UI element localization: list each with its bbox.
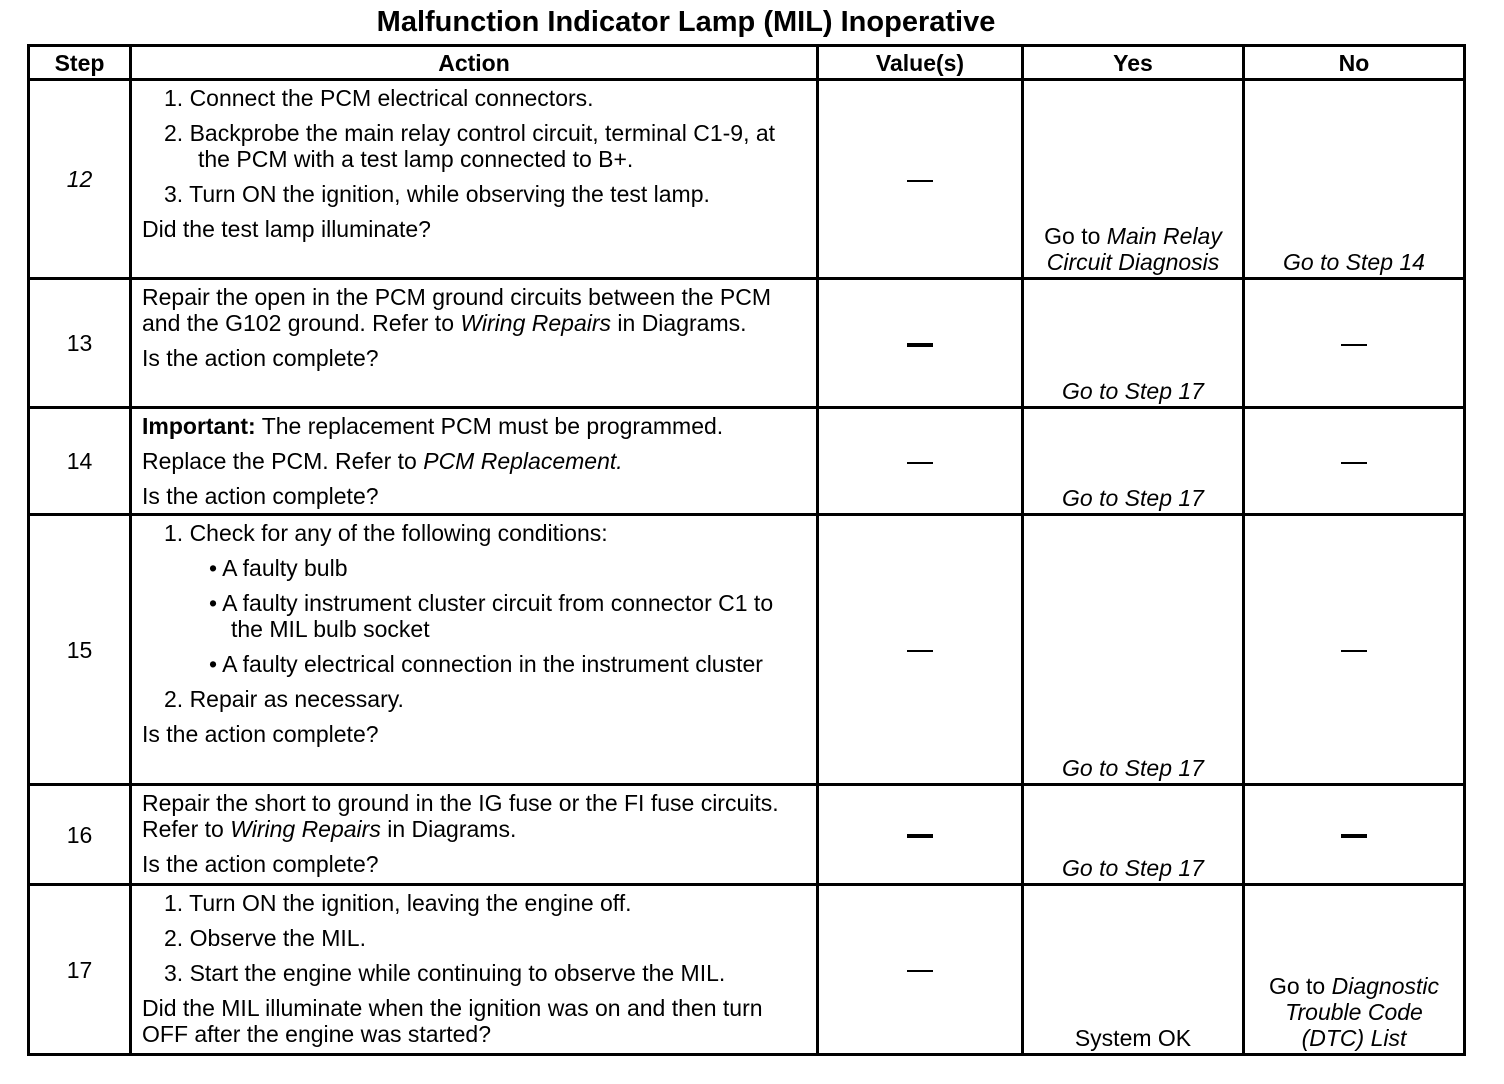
condition-bullet: • A faulty electrical connection in the instrument cluster — [209, 651, 763, 677]
yes-link[interactable]: Main Relay Circuit Diagnosis — [1046, 223, 1222, 275]
action-cell — [131, 279, 818, 408]
no-cell — [1244, 885, 1465, 1055]
step-number: 15 — [29, 515, 131, 785]
action-cell — [131, 785, 818, 885]
empty-value-dash — [907, 650, 933, 652]
value-cell — [818, 80, 1023, 279]
header-values: Value(s) — [818, 46, 1023, 80]
step-number: 14 — [29, 408, 131, 515]
value-cell — [818, 408, 1023, 515]
yes-cell — [1023, 80, 1244, 279]
empty-value-dash — [907, 462, 933, 464]
header-yes: Yes — [1023, 46, 1244, 80]
reference-link[interactable]: Wiring Repairs — [230, 816, 381, 842]
yes-link[interactable]: Go to Step 17 — [1062, 755, 1204, 781]
action-cell — [131, 80, 818, 279]
yes-link[interactable]: Go to Step 17 — [1062, 485, 1204, 511]
action-item: 1. Check for any of the following conditions: — [164, 520, 608, 546]
table-row-step-13 — [29, 279, 1465, 408]
no-cell — [1244, 408, 1465, 515]
action-cell — [131, 885, 818, 1055]
action-text: Repair the open in the PCM ground circuits between the PCM and the G102 ground. Refer to — [142, 284, 771, 336]
step-number: 16 — [29, 785, 131, 885]
no-cell — [1244, 515, 1465, 785]
yes-link[interactable]: Go to Step 17 — [1062, 855, 1204, 881]
empty-value-dash — [1341, 344, 1367, 346]
yes-cell: System OK — [1023, 885, 1244, 1055]
empty-value-dash — [907, 834, 933, 838]
condition-bullet: • A faulty instrument cluster circuit from connector C1 to the MIL bulb socket — [209, 590, 774, 642]
empty-value-dash — [1341, 650, 1367, 652]
table-row-step-12 — [29, 80, 1465, 279]
table-row-step-14 — [29, 408, 1465, 515]
action-item — [142, 448, 806, 474]
step-number: 17 — [29, 885, 131, 1055]
yes-cell — [1023, 279, 1244, 408]
action-question: Did the MIL illuminate when the ignition was on and then turn OFF after the engine was started? — [142, 995, 763, 1047]
table-header-row — [29, 46, 1465, 80]
action-question: Is the action complete? — [142, 483, 379, 509]
action-question: Did the test lamp illuminate? — [142, 216, 431, 242]
important-text: The replacement PCM must be programmed. — [261, 413, 724, 439]
empty-value-dash — [1341, 462, 1367, 464]
action-text: in Diagrams. — [387, 816, 517, 842]
no-cell — [1244, 80, 1465, 279]
action-cell — [131, 515, 818, 785]
action-item: 2. Observe the MIL. — [164, 925, 366, 951]
action-item: 2. Backprobe the main relay control circuit, terminal C1-9, at the PCM with a test lamp connected to B+. — [164, 120, 776, 172]
empty-value-dash — [907, 180, 933, 182]
table-row-step-15 — [29, 515, 1465, 785]
action-cell — [131, 408, 818, 515]
yes-cell — [1023, 515, 1244, 785]
action-item — [142, 413, 806, 439]
action-item — [142, 284, 806, 336]
no-cell — [1244, 785, 1465, 885]
table-row-step-17 — [29, 885, 1465, 1055]
action-text: in Diagrams. — [617, 310, 747, 336]
header-step: Step — [29, 46, 131, 80]
action-item: 3. Turn ON the ignition, while observing the test lamp. — [164, 181, 710, 207]
value-cell — [818, 885, 1023, 1055]
no-prefix: Go to — [1268, 973, 1326, 999]
yes-link[interactable]: Go to Step 17 — [1062, 378, 1204, 404]
header-no: No — [1244, 46, 1465, 80]
empty-value-dash — [1341, 834, 1367, 838]
yes-cell — [1023, 408, 1244, 515]
table-row-step-16 — [29, 785, 1465, 885]
important-label: Important: — [142, 413, 256, 439]
action-text: Replace the PCM. Refer to — [142, 448, 417, 474]
no-link[interactable]: Go to Step 14 — [1283, 249, 1425, 275]
yes-cell — [1023, 785, 1244, 885]
value-cell — [818, 515, 1023, 785]
value-cell — [818, 279, 1023, 408]
action-item: 1. Connect the PCM electrical connectors. — [164, 85, 594, 111]
action-item: 3. Start the engine while continuing to observe the MIL. — [164, 960, 726, 986]
action-question: Is the action complete? — [142, 851, 379, 877]
action-question: Is the action complete? — [142, 721, 379, 747]
action-item: 2. Repair as necessary. — [164, 686, 404, 712]
condition-bullet: • A faulty bulb — [209, 555, 348, 581]
action-item — [142, 790, 806, 842]
page-title: Malfunction Indicator Lamp (MIL) Inoperative — [376, 6, 996, 38]
reference-link[interactable]: PCM Replacement. — [423, 448, 623, 474]
reference-link[interactable]: Wiring Repairs — [460, 310, 612, 336]
step-number: 13 — [29, 279, 131, 408]
empty-value-dash — [907, 970, 933, 972]
yes-prefix: Go to — [1044, 223, 1101, 249]
action-item: 1. Turn ON the ignition, leaving the engine off. — [164, 890, 632, 916]
action-text: Repair the short to ground in the IG fuse or the FI fuse circuits. Refer to — [142, 790, 779, 842]
no-cell — [1244, 279, 1465, 408]
step-number: 12 — [29, 80, 131, 279]
header-action: Action — [131, 46, 818, 80]
diagnostic-table — [27, 44, 1466, 1056]
empty-value-dash — [907, 343, 933, 347]
value-cell — [818, 785, 1023, 885]
action-question: Is the action complete? — [142, 345, 379, 371]
no-link[interactable]: Diagnostic Trouble Code (DTC) List — [1285, 973, 1440, 1051]
